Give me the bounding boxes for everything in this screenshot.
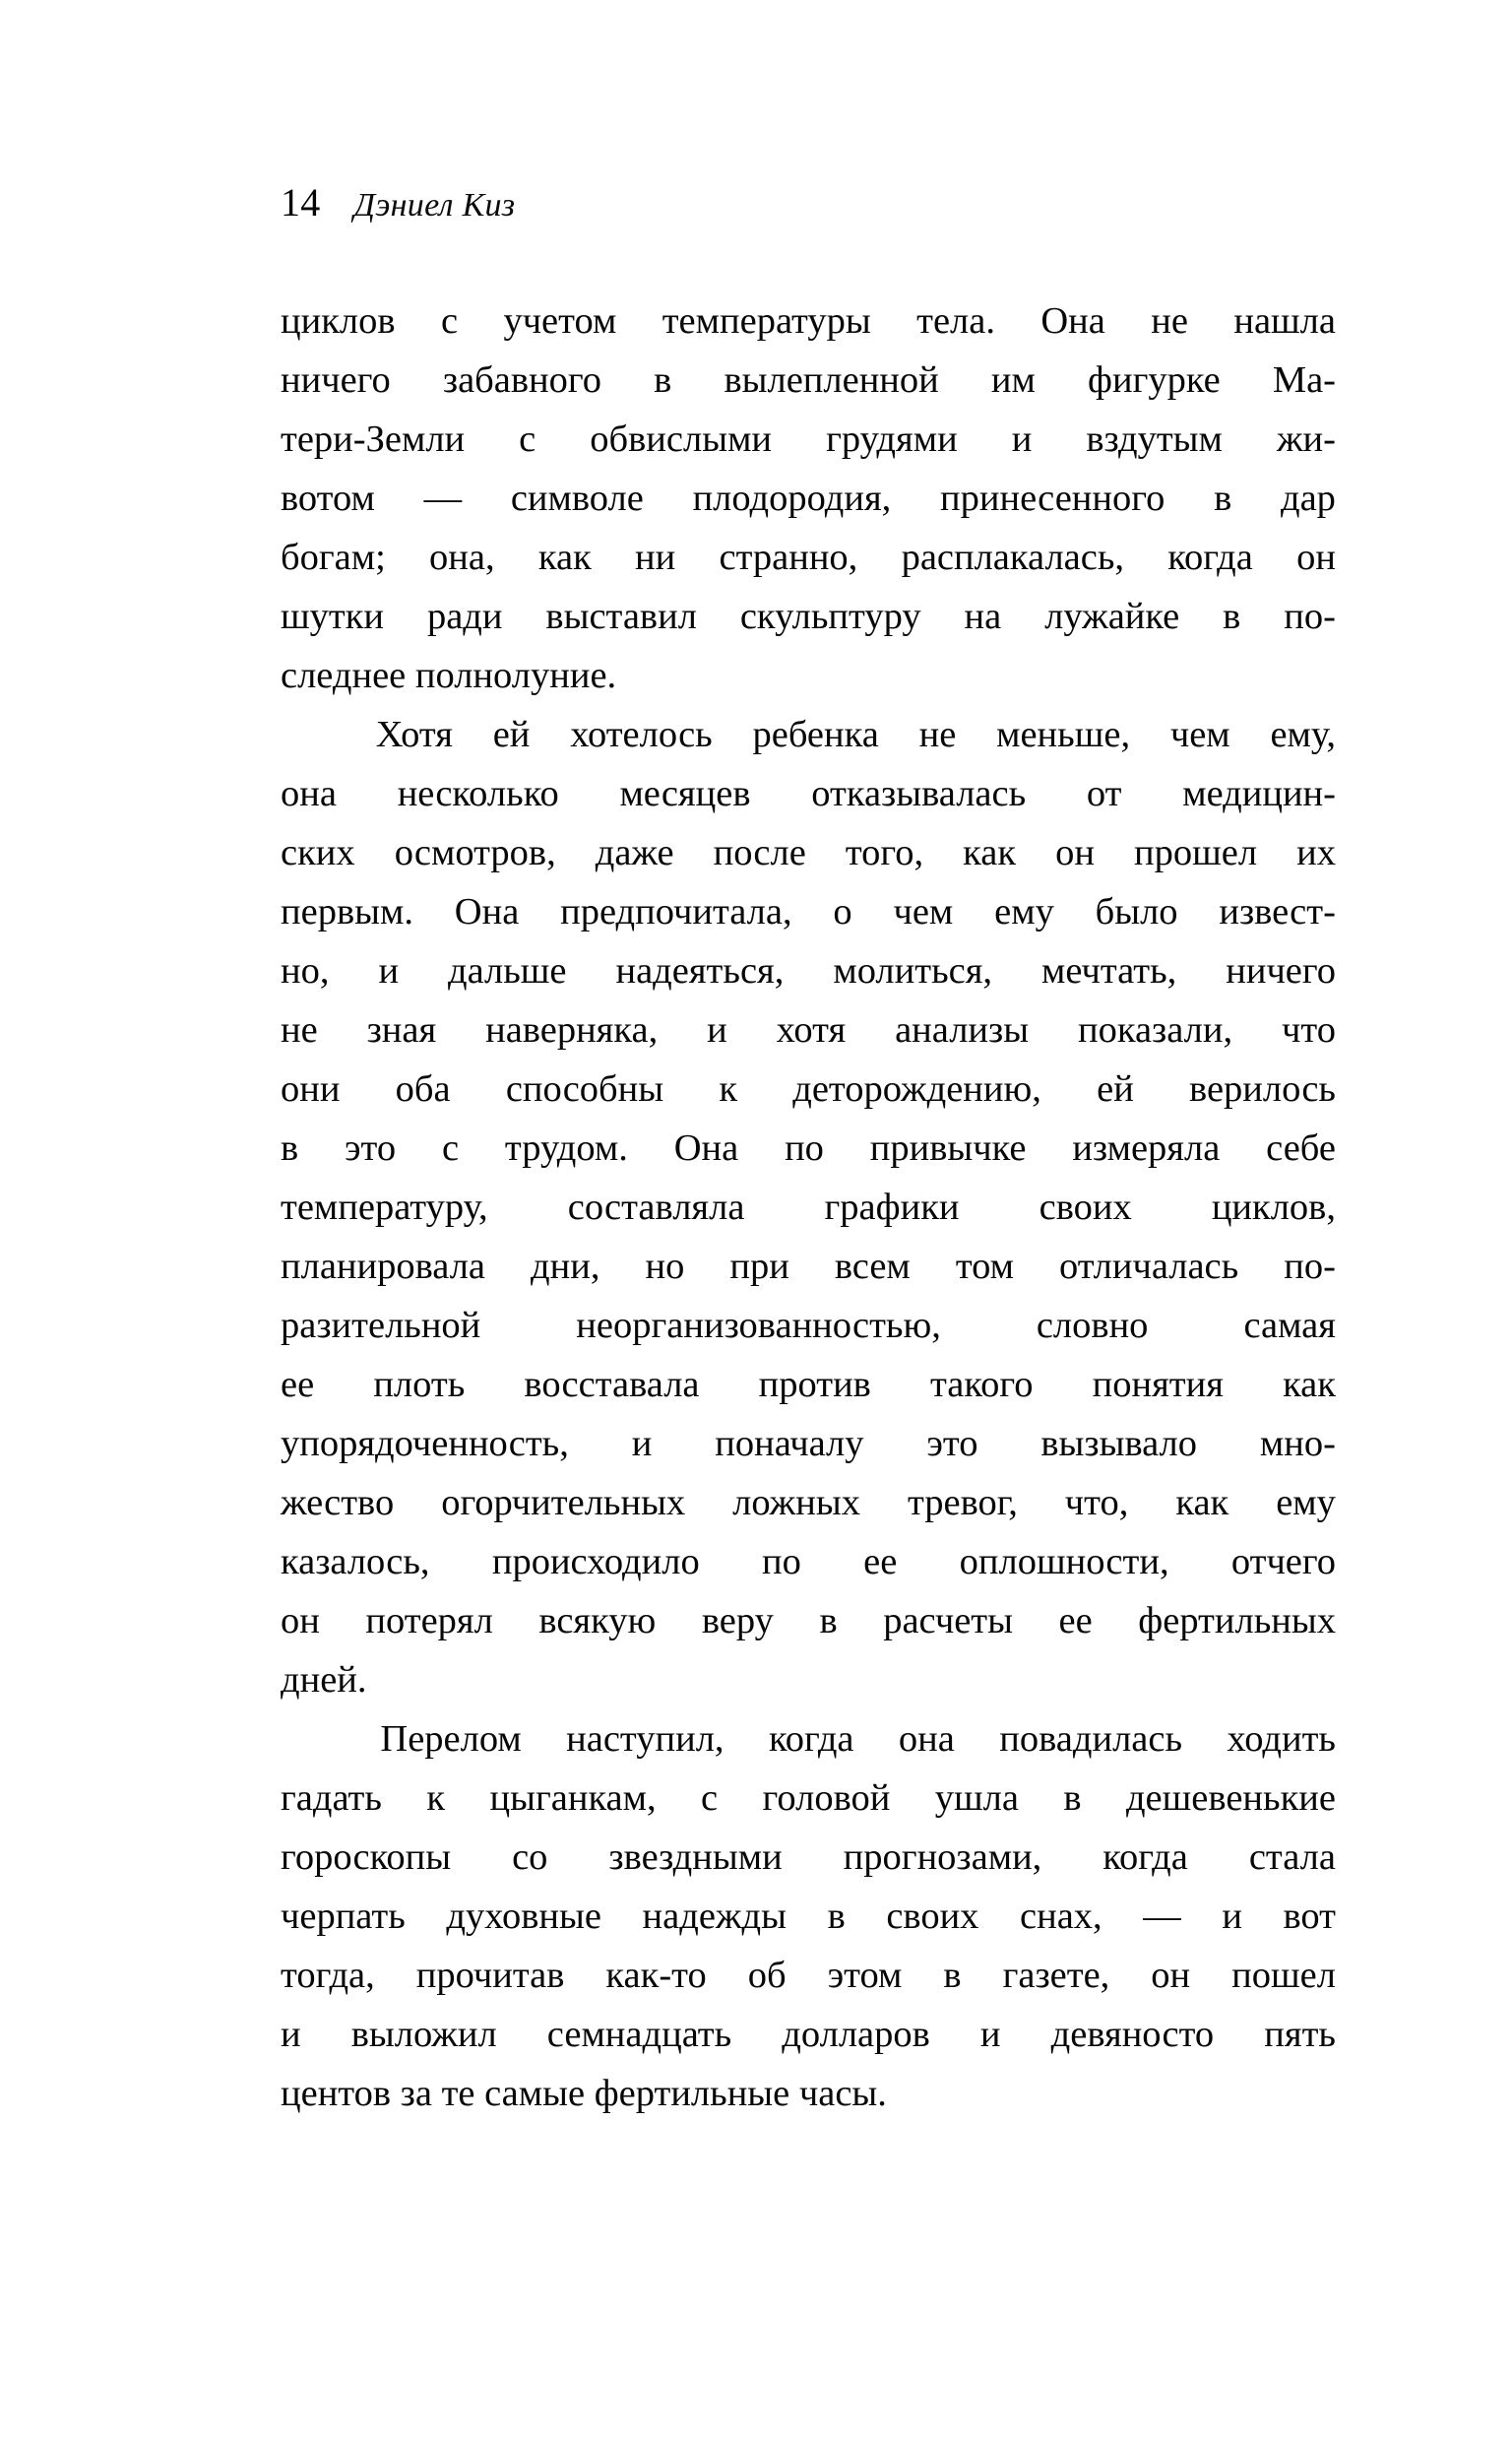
text-line: вотом — символе плодородия, принесенного в дар — [281, 478, 1336, 519]
body-text — [281, 291, 1336, 2123]
text-line: Перелом наступил, когда она повадилась ходить — [281, 1709, 1336, 1768]
text-line: температуру, составляла графики своих циклов, — [281, 1187, 1336, 1228]
paragraph — [281, 291, 1336, 705]
paragraph — [281, 1709, 1336, 2123]
text-line: гадать к цыганкам, с головой ушла в дешевенькие — [281, 1777, 1336, 1819]
text-line: ее плоть восставала против такого понятия как — [281, 1364, 1336, 1405]
text-line: разительной неорганизованностью, словно самая — [281, 1305, 1336, 1346]
text-line: и выложил семнадцать долларов и девяносто пять — [281, 2014, 1336, 2055]
text-line: циклов с учетом температуры тела. Она не нашла — [281, 300, 1336, 342]
paragraph-indent — [281, 705, 336, 764]
text-line: жество огорчительных ложных тревог, что, как ему — [281, 1482, 1336, 1523]
text-line: упорядоченность, и поначалу это вызывало мно- — [281, 1423, 1336, 1464]
text-line: центов за те самые фертильные часы. — [281, 2073, 887, 2114]
text-line: черпать духовные надежды в своих снах, — и вот — [281, 1896, 1336, 1937]
text-line: в это с трудом. Она по привычке измеряла себе — [281, 1127, 1336, 1169]
text-line: Хотя ей хотелось ребенка не меньше, чем ему, — [281, 705, 1336, 764]
text-line: казалось, происходило по ее оплошности, отчего — [281, 1541, 1336, 1582]
text-line: ничего забавного в вылепленной им фигурке Ма- — [281, 359, 1336, 401]
running-head — [281, 180, 1334, 234]
text-line: планировала дни, но при всем том отличалась по- — [281, 1246, 1336, 1287]
page-number: 14 — [281, 180, 321, 225]
text-line: первым. Она предпочитала, о чем ему было извест- — [281, 891, 1336, 932]
text-line: следнее полнолуние. — [281, 655, 617, 696]
author-name: Дэниел Киз — [353, 187, 516, 224]
text-line: но, и дальше надеяться, молиться, мечтать, ничего — [281, 950, 1336, 992]
text-line: он потерял всякую веру в расчеты ее фертильных — [281, 1600, 1336, 1641]
paragraph — [281, 705, 1336, 1709]
text-line: не зная наверняка, и хотя анализы показали, что — [281, 1009, 1336, 1051]
text-line: она несколько месяцев отказывалась от медицин- — [281, 773, 1336, 814]
paragraph-indent — [281, 1709, 336, 1768]
text-line: они оба способны к деторождению, ей верилось — [281, 1068, 1336, 1110]
text-line: тери-Земли с обвислыми грудями и вздутым жи- — [281, 418, 1336, 460]
text-line: шутки ради выставил скульптуру на лужайке в по- — [281, 596, 1336, 637]
text-line: гороскопы со звездными прогнозами, когда стала — [281, 1836, 1336, 1878]
text-line: ских осмотров, даже после того, как он прошел их — [281, 832, 1336, 873]
text-line: тогда, прочитав как-то об этом в газете, он пошел — [281, 1955, 1336, 1996]
text-line: богам; она, как ни странно, расплакалась, когда он — [281, 537, 1336, 578]
text-line: дней. — [281, 1659, 367, 1701]
